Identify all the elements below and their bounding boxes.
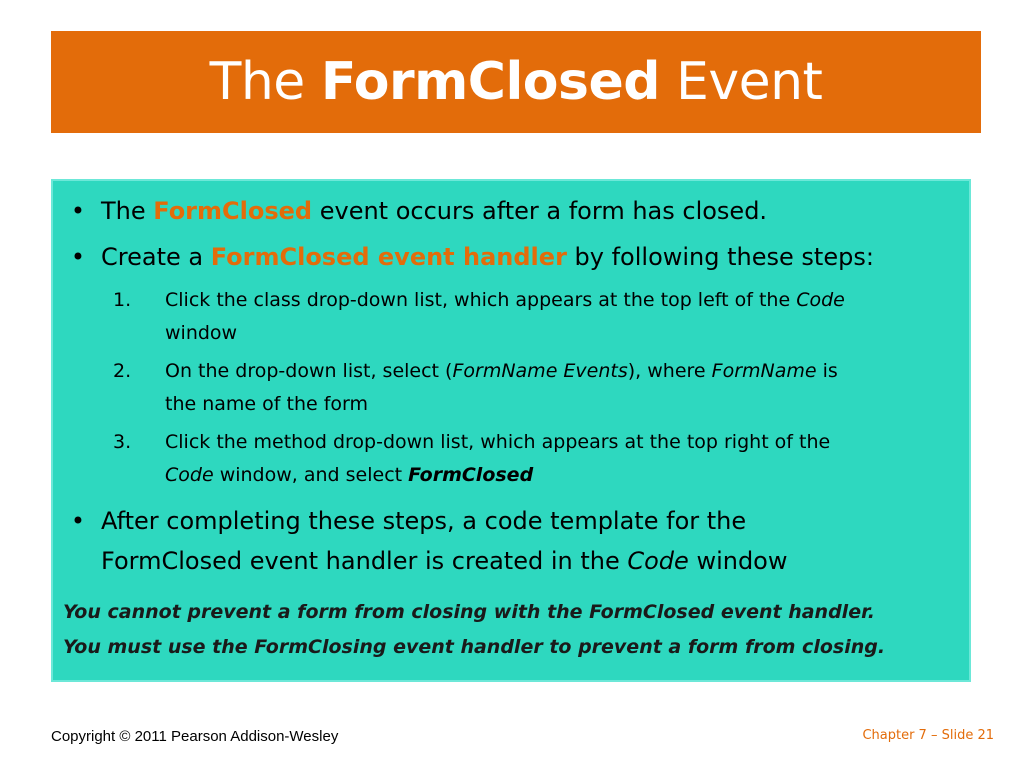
bullet-icon: • [70, 197, 86, 225]
step-number: 1. [113, 289, 132, 311]
highlight-text: FormClosed event handler [210, 243, 567, 271]
step-number: 3. [113, 431, 132, 453]
bullet-icon: • [70, 243, 86, 271]
content-box [51, 179, 971, 682]
bullet-icon: • [70, 507, 86, 535]
title-bar [51, 31, 981, 133]
step-item-2: 2. On the drop-down list, select (FormName Events), where FormName is the name of the form [113, 355, 943, 421]
bullet-item-formclosed-occurs: • The FormClosed event occurs after a form has closed. [63, 191, 959, 231]
slide-title: The FormClosed Event [209, 52, 823, 112]
bullet-item-create-handler: • Create a FormClosed event handler by following these steps: [63, 237, 959, 277]
step-item-1: 1. Click the class drop-down list, which appears at the top left of the Code window [113, 284, 943, 350]
note-text: You cannot prevent a form from closing with the FormClosed event handler. You must use the FormClosing event handler to prevent a form from closing. [63, 601, 886, 658]
step-number: 2. [113, 360, 132, 382]
highlight-text: FormClosed [153, 197, 313, 225]
step-item-3: 3. Click the method drop-down list, which appears at the top right of the Code window, and select FormClosed [113, 426, 943, 492]
bullet-item-after-completing: • After completing these steps, a code template for the FormClosed event handler is created in the Code window [63, 501, 959, 581]
footer-copyright: Copyright © 2011 Pearson Addison-Wesley [51, 728, 339, 745]
footer-slide-number: Chapter 7 – Slide 21 [862, 728, 994, 743]
